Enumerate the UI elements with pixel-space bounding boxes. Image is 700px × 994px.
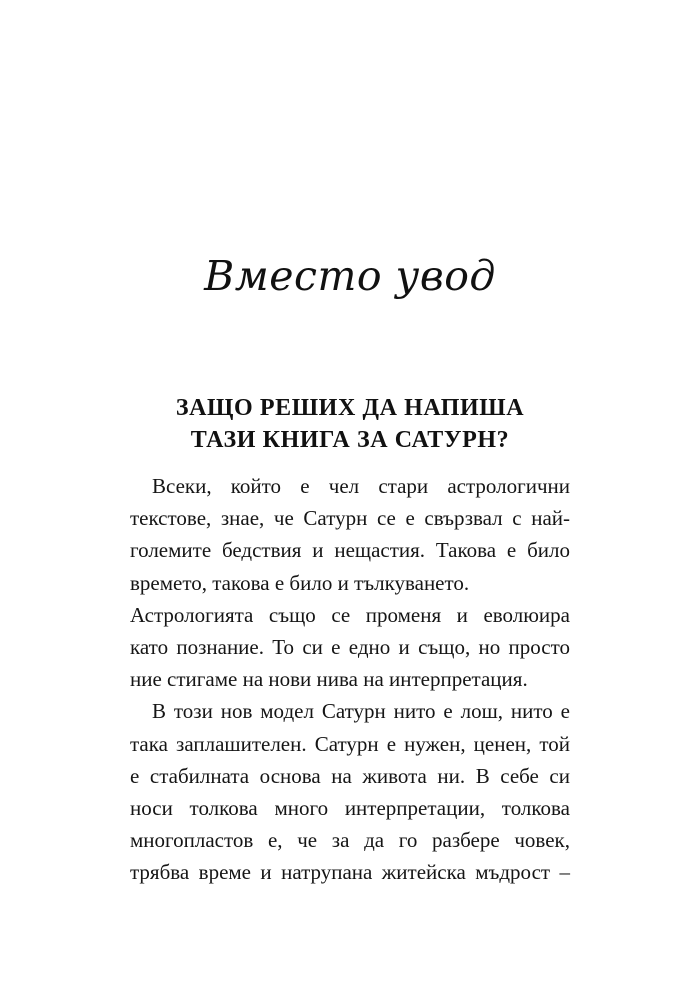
section-heading-line-2: ТАЗИ КНИГА ЗА САТУРН? xyxy=(190,427,510,453)
body-line: като познание. То си е едно и също, но просто xyxy=(130,635,570,660)
chapter-title: Вместо увод xyxy=(204,252,496,300)
body-line: трябва време и натрупана житейска мъдрост – xyxy=(130,860,570,885)
body-line: времето, такова е било и тълкуването. xyxy=(130,570,470,595)
body-line: текстове, знае, че Сатурн се е свързвал с най- xyxy=(130,506,570,531)
section-heading xyxy=(0,392,700,456)
body-line: Всеки, който е чел стари астрологични xyxy=(152,474,570,498)
body-line: носи толкова много интерпретации, толкова xyxy=(130,796,570,821)
section-heading-line-1: ЗАЩО РЕШИХ ДА НАПИША xyxy=(175,395,525,421)
body-text xyxy=(130,470,570,889)
body-line: В този нов модел Сатурн нито е лош, нито е xyxy=(152,699,570,724)
body-line: е стабилната основа на живота ни. В себе си xyxy=(130,763,570,788)
body-line: така заплашителен. Сатурн е нужен, ценен, той xyxy=(130,731,570,756)
body-line: ние стигаме на нови нива на интерпретация. xyxy=(130,667,528,692)
body-line: многопластов е, че за да го разбере човек, xyxy=(130,828,570,853)
body-line: големите бедствия и нещастия. Такова е било xyxy=(130,538,570,563)
body-line: Астрологията също се променя и еволюира xyxy=(130,602,570,627)
